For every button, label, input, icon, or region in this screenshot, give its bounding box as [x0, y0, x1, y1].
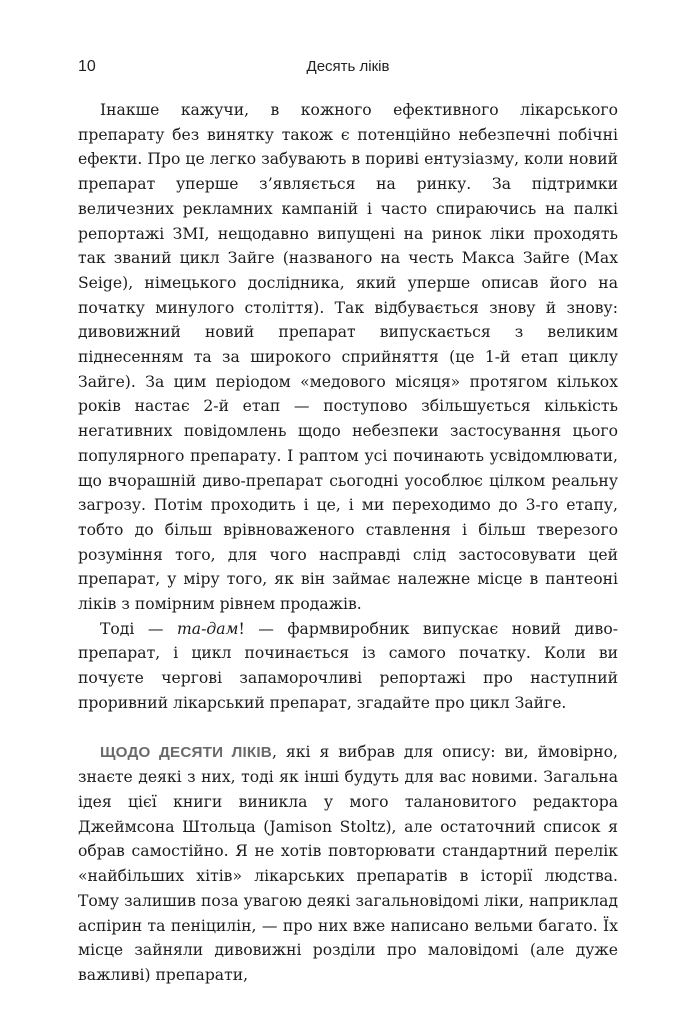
- ta-dam-emphasis: та-дам: [177, 619, 239, 638]
- running-header: [78, 58, 618, 84]
- paragraph-ten-drugs: [78, 740, 618, 988]
- section-lead-in: ЩОДО ДЕСЯТИ ЛІКІВ: [100, 743, 272, 761]
- book-page: [78, 58, 618, 988]
- paragraph-ta-dam-start: Тоді —: [100, 619, 177, 638]
- body-text: [78, 98, 618, 988]
- book-title: Десять ліків: [306, 58, 390, 75]
- page-number: 10: [78, 58, 96, 75]
- paragraph-ten-drugs-rest: , які я вибрав для опису: ви, ймовірно, знаєте деякі з них, тоді як інші будуть для вас новими. Загальна ідея цієї книги виникла у мого талановитого редактора Джеймсона Штольца (Jamison Stoltz), але остаточний список я обрав самостійно. Я не хотів повторювати стандартний перелік «найбільших хітів» лікарських препаратів в історії людства. Тому залишив поза увагою деякі загальновідомі ліки, наприклад аспірин та пеніцилін, — про них вже написано вельми багато. Їх місце зайняли дивовижні розділи про маловідомі (але дуже важливі) препарати,: [78, 742, 619, 984]
- paragraph-ta-dam: [78, 617, 618, 716]
- paragraph-seige-cycle: Інакше кажучи, в кожного ефективного лікарського препарату без винятку також є потенційно небезпечні побічні ефекти. Про це легко забувають в пориві ентузіазму, коли новий препарат уперше з’являється на ринку. За підтримки величезних рекламних кампаній і часто спираючись на палкі репортажі ЗМІ, нещодавно випущені на ринок ліки проходять так званий цикл Зайге (названого на честь Макса Зайге (Max Seige), німецького дослідника, який уперше описав його на початку минулого століття). Так відбувається знову й знову: дивовижний новий препарат випускається з великим піднесенням та за широкого сприйняття (це 1-й етап циклу Зайге). За цим періодом «медового місяця» протягом кількох років настає 2-й етап — поступово збільшується кількість негативних повідомлень щодо небезпеки застосування цього популярного препарату. І раптом усі починають усвідомлювати, що вчорашній диво-препарат сьогодні уособлює цілком реальну загрозу. Потім проходить і це, і ми переходимо до 3-го етапу, тобто до більш врівноваженого ставлення і більш тверезого розуміння того, для чого насправді слід застосовувати цей препарат, у міру того, як він займає належне місце в пантеоні ліків з помірним рівнем продажів.: [78, 101, 618, 614]
- paragraph-ta-dam-rest: ! — фармвиробник випускає новий диво-препарат, і цикл починається із самого початку. Коли ви почуєте чергові запаморочливі репортажі про наступний проривний лікарський препарат, згадайте про цикл Зайге.: [78, 619, 618, 712]
